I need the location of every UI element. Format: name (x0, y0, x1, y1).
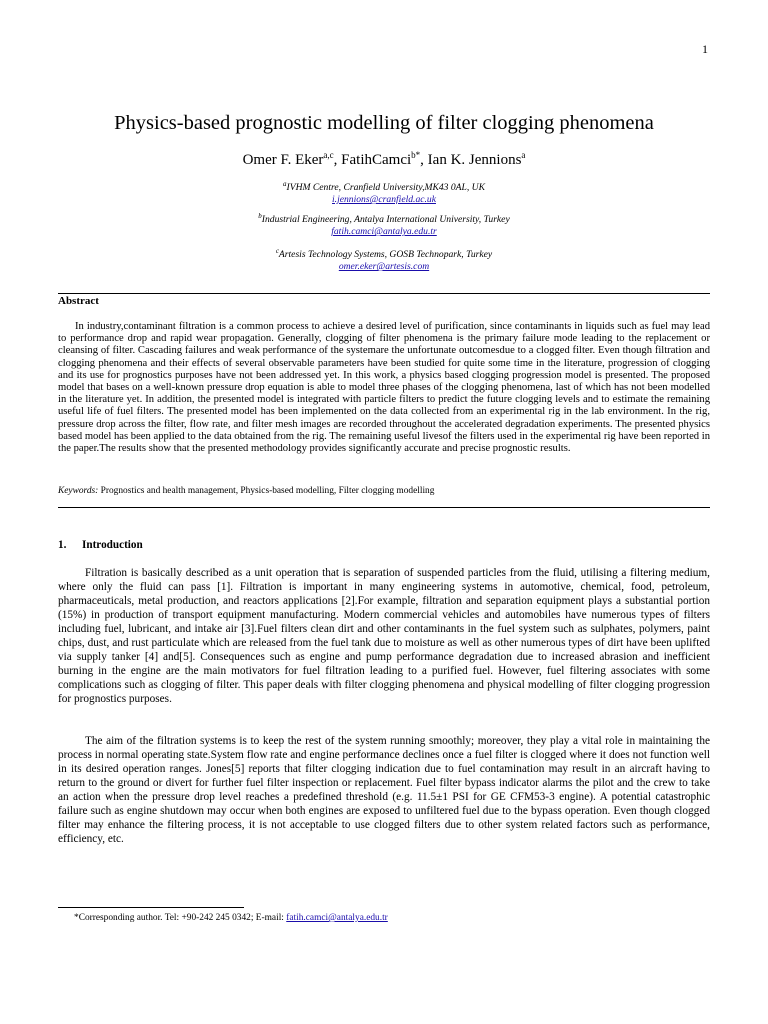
affiliation-text: Artesis Technology Systems, GOSB Technopark, Turkey (278, 249, 493, 261)
author-list: Omer F. Eker$^{a,c}$, FatihCamci$^{b*}$, Ian K. Jennions$^a$ (242, 150, 526, 168)
author-affiliation-mark: b* (411, 150, 421, 160)
affiliation-email-link[interactable]: fatih.camci@antalya.edu.tr (331, 226, 437, 238)
affiliation-text: Industrial Engineering, Antalya International University, Turkey (261, 214, 510, 226)
section-number: 1. (58, 539, 67, 551)
author-affiliation-mark: a,c (323, 150, 334, 160)
paragraph-1: Filtration is basically described as a unit operation that is separation of suspended particles from the fluid, utilising a filtering medium, where only the fluid can pass [1]. Filtration is important in many engineering systems in automotive, chemical, food, petroleum, pharmaceuticals, metal production, and reactors applications [2].For example, filtration and separation equipment plays a substantial portion (15%) in production of transport equipment manufacturing. Modern commercial vehicles and automobiles have numerous types of filters including fuel, lubricant, and intake air [3].Fuel filters clean dirt and other contaminants in the fuel system such as sulphates, polymers, paint chips, dust, and rust particulate which are released from the fuel tank due to moisture as well as other numerous types of dirt have been uplifted via supply tanker [4] and[5]. Consequences such as engine and pump performance degradation due to increased abrasion and inefficient burning in the engine are the main motivators for fuel filtration leading to a purified fuel. However, fuel filtering associates with some complications such as clogging of filter. This paper deals with filter clogging phenomena and physical modelling of filter clogging progression for prognostics purposes. (58, 567, 710, 705)
keywords (58, 486, 710, 496)
affiliation-text: IVHM Centre, Cranfield University,MK43 0AL, UK (286, 182, 485, 194)
author-name: FatihCamci (341, 152, 412, 168)
author-name: Ian K. Jennions (427, 152, 522, 168)
affiliation-b: $^b$Industrial Engineering, Antalya International University, Turkey fatih.camci@antalya.edu.tr (258, 212, 510, 238)
keywords-label: Keywords: (58, 486, 99, 496)
footnote (74, 913, 388, 923)
footnote-rule (58, 907, 244, 908)
page-number: 1 (702, 42, 708, 56)
abstract-body: In industry,contaminant filtration is a common process to achieve a desired level of purification, since contaminants in liquids such as fuel may lead to performance drop and rapid wear propagation. Generally, clogging of filter phenomena is the primary failure mode leading to the replacement or cleansing of filter. Cascading failures and weak performance of the systemare the unfortunate outcomesdue to a clogged filter. Even though filtration and clogging phenomena and their effects of several observable parameters have been studied for quite some time in the literature, progression of clogging and its use for prognostics purposes have not been addressed yet. In this work, a physics based clogging progression model is presented. The proposed model that bases on a well-known pressure drop equation is able to model three phases of the clogging phenomena, last of which has not been modelled in the literature yet. In addition, the presented model is integrated with particle filters to predict the future clogging levels and to estimate the remaining useful life of fuel filters. The presented model has been implemented on the data collected from an experimental rig in the lab environment. In the rig, pressure drop across the filter, flow rate, and filter mesh images are recorded throughout the accelerated degradation experiments. The presented physics based model has been applied to the data obtained from the rig. The remaining useful livesof the filters used in the experimental rig have been reported in the paper.The results show that the presented methodology provides significantly accurate and precise prognostic results. (58, 321, 710, 455)
paper-title: Physics-based prognostic modelling of filter clogging phenomena (114, 112, 654, 134)
affiliation-email-link[interactable]: omer.eker@artesis.com (338, 261, 430, 273)
footnote-email-link[interactable]: fatih.camci@antalya.edu.tr (286, 913, 388, 923)
abstract-bottom-rule (58, 507, 710, 508)
author-name: Omer F. Eker (242, 152, 324, 168)
affiliation-email-link[interactable]: i.jennions@cranfield.ac.uk (332, 194, 436, 206)
footnote-text: *Corresponding author. Tel: +90-242 245 0342; E-mail: (74, 913, 287, 923)
paragraph-2: The aim of the filtration systems is to keep the rest of the system running smoothly; moreover, they play a vital role in maintaining the process in normal operating state.System flow rate and engine performance declines once a fuel filter is clogged where it does not function well in its desired operation ranges. Jones[5] reports that filter clogging indication due to fuel contamination may result in an aircraft having to return to the ground or divert for further fuel filter inspection or replacement. Fuel filter bypass indicator alarms the pilot and the crew to take an action when the pressure drop level reaches a predefined threshold (e.g. 11.5±1 PSI for GE CFM53-3 engine). A potential catastrophic failure such as engine shutdown may occur when both engines are exposed to unfiltered fuel due to the bypass operation. Even though clogged filter may enhance the filtering process, it is not acceptable to use clogged filters due to other system related factors such as performance, efficiency, etc. (58, 735, 710, 845)
abstract-top-rule (58, 293, 710, 294)
section-heading-introduction (58, 539, 143, 551)
affiliation-a: $^a$IVHM Centre, Cranfield University,MK43 0AL, UK i.jennions@cranfield.ac.uk (283, 180, 485, 206)
affiliation-c: $^c$Artesis Technology Systems, GOSB Technopark, Turkey omer.eker@artesis.com (275, 247, 493, 273)
abstract-heading: Abstract (58, 295, 99, 307)
author-affiliation-mark: a (521, 150, 526, 160)
keywords-text: Prognostics and health management, Physics-based modelling, Filter clogging modelling (100, 486, 435, 496)
section-title: Introduction (82, 539, 143, 551)
